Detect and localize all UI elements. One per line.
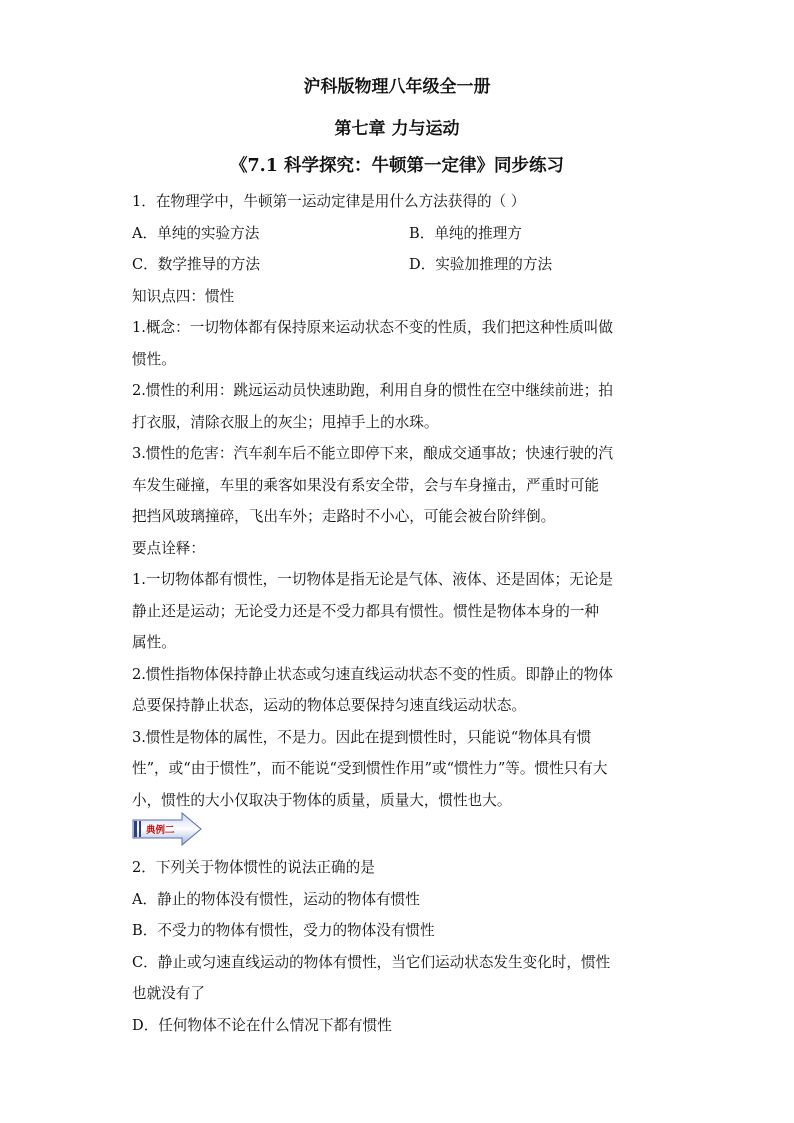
content-section-1	[132, 186, 666, 816]
keypoint-line: 3.惯性是物体的属性，不是力。因此在提到惯性时，只能说“物体具有惯	[132, 728, 592, 746]
question-2-line: 也就没有了	[132, 985, 205, 1002]
knowledge-line: 惯性。	[132, 350, 176, 368]
knowledge-line: 车发生碰撞，车里的乘客如果没有系安全带，会与车身撞击，严重时可能	[132, 476, 600, 494]
question-1-options-row-2	[132, 249, 666, 281]
knowledge-line: 打衣服，清除衣服上的灰尘；甩掉手上的水珠。	[132, 413, 439, 431]
keypoint-line: 属性。	[132, 634, 176, 651]
question-2-line: 2．下列关于物体惯性的说法正确的是	[132, 859, 375, 876]
question-1-option-d: D．实验加推理的方法	[409, 256, 553, 273]
knowledge-line: 把挡风玻璃撞碎，飞出车外；走路时不小心，可能会被台阶绊倒。	[132, 508, 556, 525]
example-badge-arrow-icon	[132, 811, 202, 847]
keypoint-line: 2.惯性指物体保持静止状态或匀速直线运动状态不变的性质。即静止的物体	[132, 665, 613, 683]
question-1-option-a: A．单纯的实验方法	[132, 224, 260, 242]
question-1-option-c: C．数学推导的方法	[132, 256, 260, 273]
chapter-title: 第七章 力与运动	[334, 119, 460, 139]
keypoint-line: 1.一切物体都有惯性，一切物体是指无论是气体、液体、还是固体；无论是	[132, 571, 613, 588]
question-1-option-b: B．单纯的推理方	[409, 224, 522, 242]
keypoint-line: 总要保持静止状态，运动的物体总要保持匀速直线运动状态。	[132, 697, 527, 714]
question-2-line: D．任何物体不论在什么情况下都有惯性	[132, 1016, 392, 1034]
question-2-line: A．静止的物体没有惯性，运动的物体有惯性	[132, 890, 420, 908]
keypoint-line: 性”，或“由于惯性”，而不能说“受到惯性作用”或“惯性力”等。惯性只有大	[132, 760, 608, 777]
question-2-line: B．不受力的物体有惯性，受力的物体没有惯性	[132, 922, 435, 939]
question-1-stem: 1．在物理学中，牛顿第一运动定律是用什么方法获得的（ ）	[132, 193, 526, 210]
question-2-line: C．静止或匀速直线运动的物体有惯性，当它们运动状态发生变化时，惯性	[132, 953, 611, 971]
book-title: 沪科版物理八年级全一册	[303, 77, 491, 97]
keypoints-heading: 要点诠释：	[132, 539, 205, 557]
content-section-2	[132, 852, 666, 1041]
question-1-options-row-1	[132, 218, 666, 250]
example-badge-label: 典例二	[146, 825, 175, 836]
lesson-title: 《7.1 科学探究：牛顿第一定律》同步练习	[229, 156, 565, 176]
keypoint-line: 静止还是运动；无论受力还是不受力都具有惯性。惯性是物体本身的一种	[132, 602, 600, 620]
keypoint-line: 小，惯性的大小仅取决于物体的质量，质量大，惯性也大。	[132, 791, 512, 809]
knowledge-line: 3.惯性的危害：汽车刹车后不能立即停下来，酿成交通事故；快速行驶的汽	[132, 445, 613, 462]
knowledge-line: 1.概念：一切物体都有保持原来运动状态不变的性质，我们把这种性质叫做	[132, 319, 613, 336]
knowledge-line: 2.惯性的利用：跳远运动员快速助跑，利用自身的惯性在空中继续前进；拍	[132, 382, 613, 399]
knowledge-heading: 知识点四：惯性	[132, 287, 235, 305]
